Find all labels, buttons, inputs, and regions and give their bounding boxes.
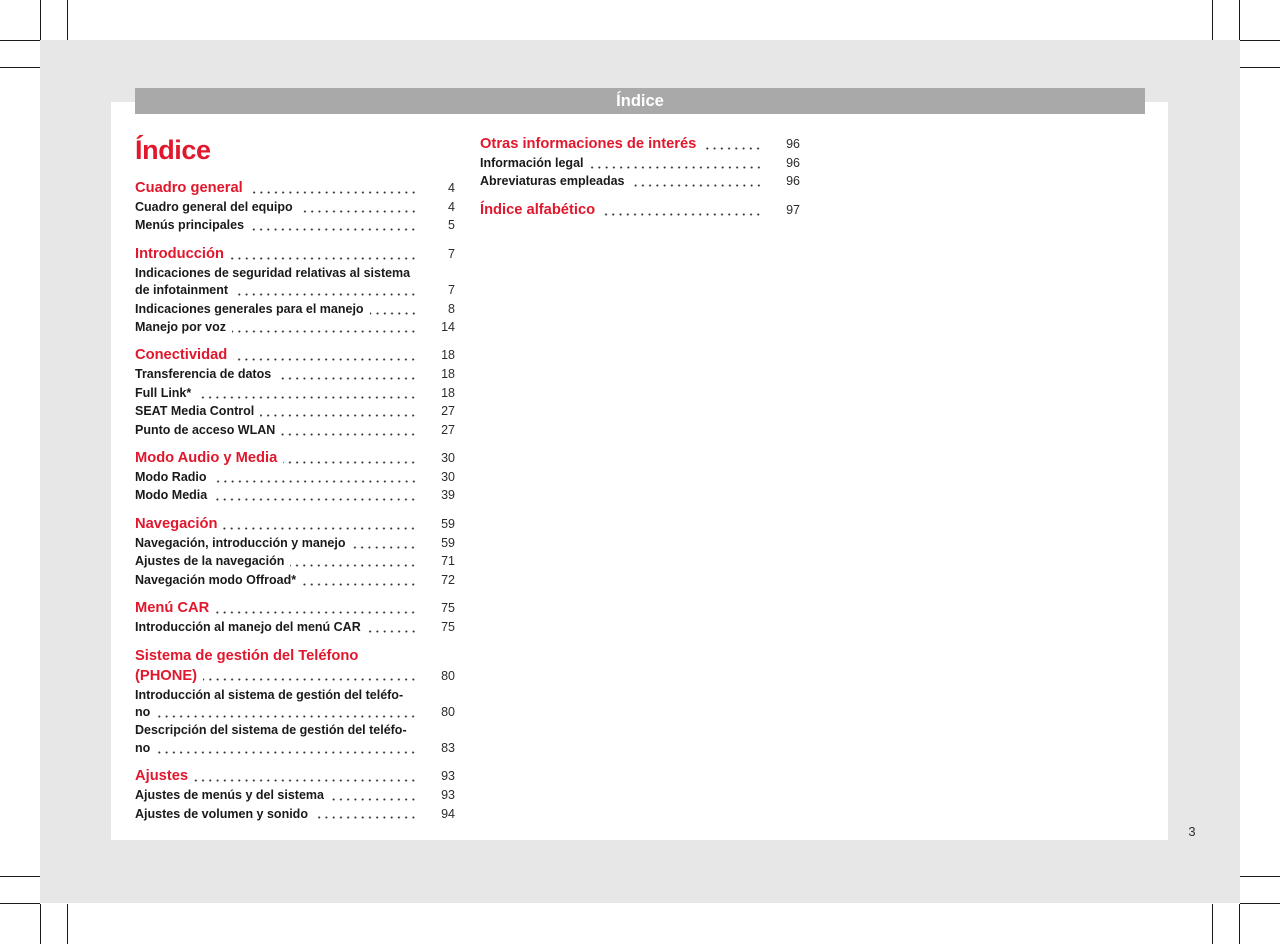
toc-column-left [135,133,455,823]
toc-entry-text: Navegación, introducción y manejo [135,535,346,550]
toc-entry-text: Introducción al manejo del menú CAR [135,620,361,635]
toc-subentry[interactable] [135,487,455,504]
toc-entry-text: Ajustes [135,768,189,785]
toc-entry-text: Menú CAR [135,600,210,617]
toc-entry-text: Indicaciones generales para el manejo [135,301,364,316]
toc-page-number: 72 [441,572,455,587]
toc-page-number: 30 [441,451,455,466]
crop-mark [1240,40,1280,41]
toc-entry-line [480,134,800,154]
dot-leader [314,806,415,823]
toc-page-number: 59 [441,516,455,531]
toc-entry-text: Índice alfabético [480,201,596,218]
toc-page-number: 14 [441,320,455,335]
toc-subentry[interactable] [135,687,455,722]
crop-mark [40,904,41,944]
crop-mark [1239,904,1240,944]
dot-leader [197,385,415,402]
toc-entry-text: Indicaciones de seguridad relativas al sistema [135,265,411,280]
toc-entry-line [135,740,455,757]
toc-entry-line [135,806,455,823]
dot-leader [283,448,415,468]
page-number: 3 [1188,824,1196,839]
toc-entry-line [135,366,455,383]
toc-page-number: 8 [448,301,455,316]
toc-subentry[interactable] [135,385,455,402]
toc-entry-text: Descripción del sistema de gestión del teléfo- [135,723,407,738]
dot-leader [194,766,415,786]
toc-page-number: 4 [448,181,455,195]
toc-entry-line [135,619,455,636]
toc-page-number: 97 [786,202,800,217]
page-title: Índice [135,135,211,165]
toc-page-number: 75 [441,620,455,635]
toc-entry-line [135,448,455,468]
dot-leader [260,403,415,420]
dot-leader [702,134,760,154]
toc-entry-text: Full Link* [135,385,192,400]
toc-page-number: 75 [441,601,455,616]
toc-entry-text: Menús principales [135,218,245,233]
toc-entry-text: (PHONE) [135,667,198,684]
toc-entry-text: Modo Media [135,488,208,503]
toc-entry-text: Otras informaciones de interés [480,136,697,152]
toc-subentry[interactable] [135,722,455,757]
toc-entry-line [135,345,455,365]
crop-mark [0,876,40,877]
toc-subentry[interactable] [135,469,455,486]
toc-subentry[interactable] [135,301,455,318]
toc-entry-text: Sistema de gestión del Teléfono [135,647,359,664]
running-header: Índice [135,88,1145,114]
crop-mark [1240,67,1280,68]
dot-leader [203,666,415,686]
dot-leader [290,553,415,570]
toc-section-entry[interactable] [135,448,455,468]
toc-subentry[interactable] [135,217,455,234]
toc-entry-line [135,553,455,570]
toc-entry-text: Información legal [480,156,584,170]
dot-leader [232,319,415,336]
crop-mark [67,904,68,944]
dot-leader [281,422,415,439]
toc-subentry[interactable] [135,366,455,383]
dot-leader [230,244,415,264]
dot-leader [330,787,415,804]
toc-page-number: 96 [786,156,800,170]
crop-mark [0,903,40,904]
toc-page-number: 18 [441,348,455,363]
toc-column-right [480,134,800,220]
toc-page-number: 18 [441,367,455,382]
toc-page-number: 4 [448,200,455,214]
toc-entry-text: Ajustes de la navegación [135,554,285,569]
toc-subentry[interactable] [135,572,455,589]
toc-page-number: 39 [441,488,455,503]
toc-entry-text: Introducción [135,245,224,262]
toc-subentry[interactable] [135,553,455,570]
toc-subentry[interactable] [135,535,455,552]
crop-mark [1240,903,1280,904]
toc-page-number: 96 [786,174,800,189]
toc-entry-line [135,422,455,439]
toc-entry-text: SEAT Media Control [135,404,255,419]
toc-page-number: 83 [441,740,455,755]
toc-section-entry[interactable] [135,244,455,264]
toc-entry-text: Modo Audio y Media [135,450,278,467]
toc-entry-line [135,217,455,234]
dot-leader [233,345,415,365]
dot-leader [370,301,415,318]
toc-entry-line [135,403,455,420]
toc-entry-text: no [135,704,151,719]
dot-leader [223,514,415,534]
toc-subentry[interactable] [135,787,455,804]
toc-entry-line [480,200,800,220]
crop-mark [67,0,68,40]
dot-leader [367,619,415,636]
toc-entry-line [135,514,455,534]
toc-page-number: 96 [786,137,800,151]
dot-leader [302,572,415,589]
toc-entry-line [135,199,455,216]
toc-section-entry[interactable] [135,345,455,365]
dot-leader [156,740,415,757]
crop-mark [0,40,40,41]
toc-subentry[interactable] [480,173,800,190]
toc-subentry[interactable] [135,403,455,420]
toc-entry-text: Navegación [135,515,218,532]
toc-entry-text: Modo Radio [135,470,207,485]
toc-section-entry[interactable] [480,134,800,154]
toc-entry-text: no [135,740,151,755]
toc-entry-line [135,487,455,504]
dot-leader [156,704,415,721]
toc-entry-text: de infotainment [135,283,229,298]
toc-subentry[interactable] [135,422,455,439]
dot-leader [234,282,415,299]
toc-section-entry[interactable] [135,178,455,198]
dot-leader [213,487,415,504]
toc-entry-line [135,572,455,589]
toc-page-number: 27 [441,422,455,437]
toc-page-number: 7 [448,246,455,261]
toc-entry-line [135,178,455,198]
toc-entry-line [135,469,455,486]
crop-mark [40,0,41,40]
toc-entry-line [135,319,455,336]
toc-page-number: 80 [441,668,455,683]
toc-entry-text: Ajustes de volumen y sonido [135,806,308,821]
toc-subentry[interactable] [135,265,455,300]
crop-mark [1240,876,1280,877]
toc-page-number: 80 [441,704,455,719]
toc-entry-text: Manejo por voz [135,320,226,335]
toc-entry-text: Ajustes de menús y del sistema [135,788,324,803]
toc-entry-text: Introducción al sistema de gestión del teléfo- [135,687,404,702]
toc-entry-line [135,282,455,299]
dot-leader [601,200,760,220]
toc-entry-text: Abreviaturas empleadas [480,174,625,189]
dot-leader [215,598,415,618]
toc-entry-line [135,787,455,804]
toc-entry-line [135,535,455,552]
toc-subentry[interactable] [135,319,455,336]
toc-entry-text: Navegación modo Offroad* [135,572,297,587]
toc-section-entry[interactable] [480,200,800,220]
toc-page-number: 7 [448,283,455,298]
toc-subentry[interactable] [135,199,455,216]
toc-list [480,134,800,220]
dot-leader [590,155,761,172]
dot-leader [277,366,415,383]
toc-entry-line [135,666,455,686]
toc-page-number: 5 [448,218,455,233]
toc-entry-line [135,766,455,786]
dot-leader [250,217,415,234]
toc-entry-text: Cuadro general del equipo [135,200,293,214]
toc-subentry[interactable] [480,155,800,172]
toc-page-number: 71 [441,554,455,569]
toc-entry-line [135,301,455,318]
crop-mark [1212,0,1213,40]
toc-entry-line [480,173,800,190]
toc-entry-line [480,155,800,172]
toc-subentry[interactable] [135,619,455,636]
toc-page-number: 59 [441,535,455,550]
crop-mark [1212,904,1213,944]
crop-mark [0,67,40,68]
toc-entry-line [135,244,455,264]
toc-page-number: 30 [441,470,455,485]
toc-list [135,178,455,823]
toc-section-entry[interactable] [135,598,455,618]
toc-page-number: 93 [441,788,455,803]
toc-section-entry[interactable] [135,766,455,786]
toc-entry-line [135,598,455,618]
toc-subentry[interactable] [135,806,455,823]
toc-entry-text: Cuadro general [135,180,243,196]
toc-entry-text: Punto de acceso WLAN [135,422,276,437]
dot-leader [249,178,415,198]
dot-leader [351,535,415,552]
toc-entry-line [135,385,455,402]
dot-leader [213,469,415,486]
dot-leader [631,173,760,190]
crop-mark [1239,0,1240,40]
toc-section-entry[interactable] [135,514,455,534]
toc-entry-text: Conectividad [135,347,228,364]
toc-page-number: 93 [441,769,455,784]
toc-entry-line [135,704,455,721]
toc-page-number: 27 [441,404,455,419]
toc-page-number: 18 [441,385,455,400]
dot-leader [299,199,415,216]
toc-page-number: 94 [441,806,455,821]
toc-section-entry[interactable] [135,646,455,686]
toc-entry-text: Transferencia de datos [135,367,272,382]
